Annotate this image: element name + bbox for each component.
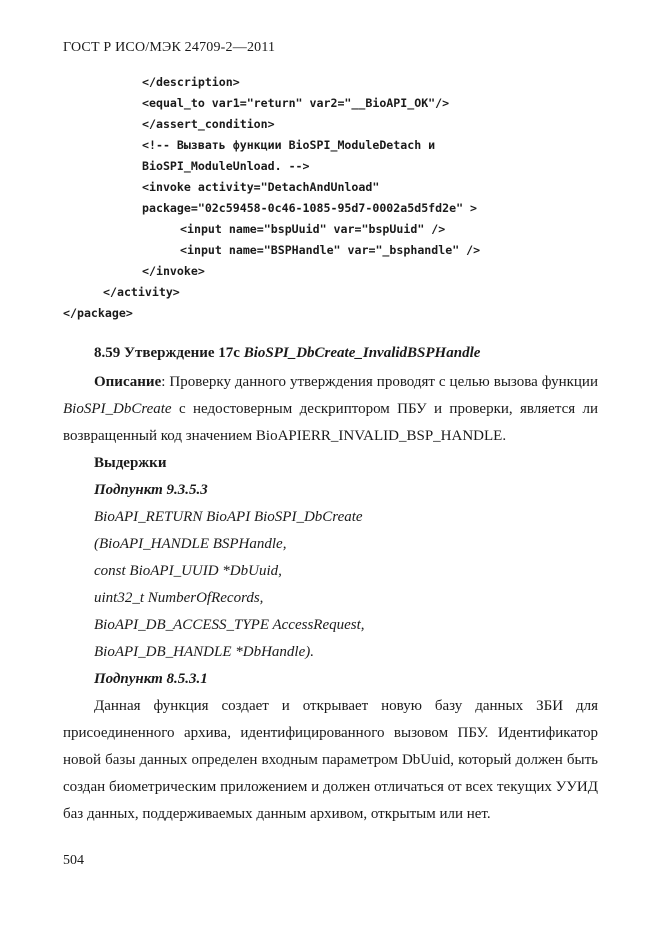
page-number: 504 xyxy=(63,853,84,868)
subclause-label-2: Подпункт 8.5.3.1 xyxy=(94,671,208,687)
section-heading xyxy=(94,343,598,363)
signature-line: (BioAPI_HANDLE BSPHandle, xyxy=(94,536,287,552)
code-line: <!-- Вызвать функции BioSPI_ModuleDetach и xyxy=(142,138,436,152)
signature-line: uint32_t NumberOfRecords, xyxy=(94,590,264,606)
code-line: <equal_to var1="return" var2="__BioAPI_OK"/> xyxy=(142,96,450,110)
code-line: <input name="BSPHandle" var="_bsphandle" /> xyxy=(180,243,481,257)
code-line: </package> xyxy=(63,306,133,320)
description-label: Описание xyxy=(94,374,162,390)
code-line: </assert_condition> xyxy=(142,117,275,131)
body-paragraph: Данная функция создает и открывает новую базу данных ЗБИ для присоединенного архива, идентифицированного вызовом ПБУ. Идентификатор новой базы данных определен входным параметром DbUuid, который должен быть создан биометрическим приложением и должен отличаться от всех текущих УУИД баз данных, поддерживаемых данным архивом, открытым или нет. xyxy=(63,698,598,822)
description-text-2: с недостоверным дескриптором ПБУ и проверки, является ли возвращенный код значением BioAPIERR_INVALID_BSP_HANDLE. xyxy=(63,401,598,444)
signature-line: BioAPI_DB_HANDLE *DbHandle). xyxy=(94,644,314,660)
signature-line: BioAPI_RETURN BioAPI BioSPI_DbCreate xyxy=(94,509,363,525)
code-line: BioSPI_ModuleUnload. --> xyxy=(142,159,310,173)
code-line: </invoke> xyxy=(142,264,205,278)
description-func: BioSPI_DbCreate xyxy=(63,401,172,417)
section-title-prefix: Утверждение 17c xyxy=(124,345,240,361)
document-header: ГОСТ Р ИСО/МЭК 24709-2—2011 xyxy=(63,40,276,55)
extracts-label: Выдержки xyxy=(94,455,167,471)
subclause-label-1: Подпункт 9.3.5.3 xyxy=(94,482,208,498)
signature-line: BioAPI_DB_ACCESS_TYPE AccessRequest, xyxy=(94,617,365,633)
description-paragraph xyxy=(63,369,598,450)
code-line: <input name="bspUuid" var="bspUuid" /> xyxy=(180,222,446,236)
signature-line: const BioAPI_UUID *DbUuid, xyxy=(94,563,282,579)
document-body xyxy=(63,343,598,828)
section-title-name: BioSPI_DbCreate_InvalidBSPHandle xyxy=(243,345,481,361)
description-text-1: : Проверку данного утверждения проводят с целью вызова функции xyxy=(161,374,598,390)
section-number: 8.59 xyxy=(94,345,121,361)
code-line: <invoke activity="DetachAndUnload" xyxy=(142,180,380,194)
code-line: </activity> xyxy=(103,285,180,299)
code-line: package="02c59458-0c46-1085-95d7-0002a5d5fd2e" > xyxy=(142,201,478,215)
code-line: </description> xyxy=(142,75,240,89)
